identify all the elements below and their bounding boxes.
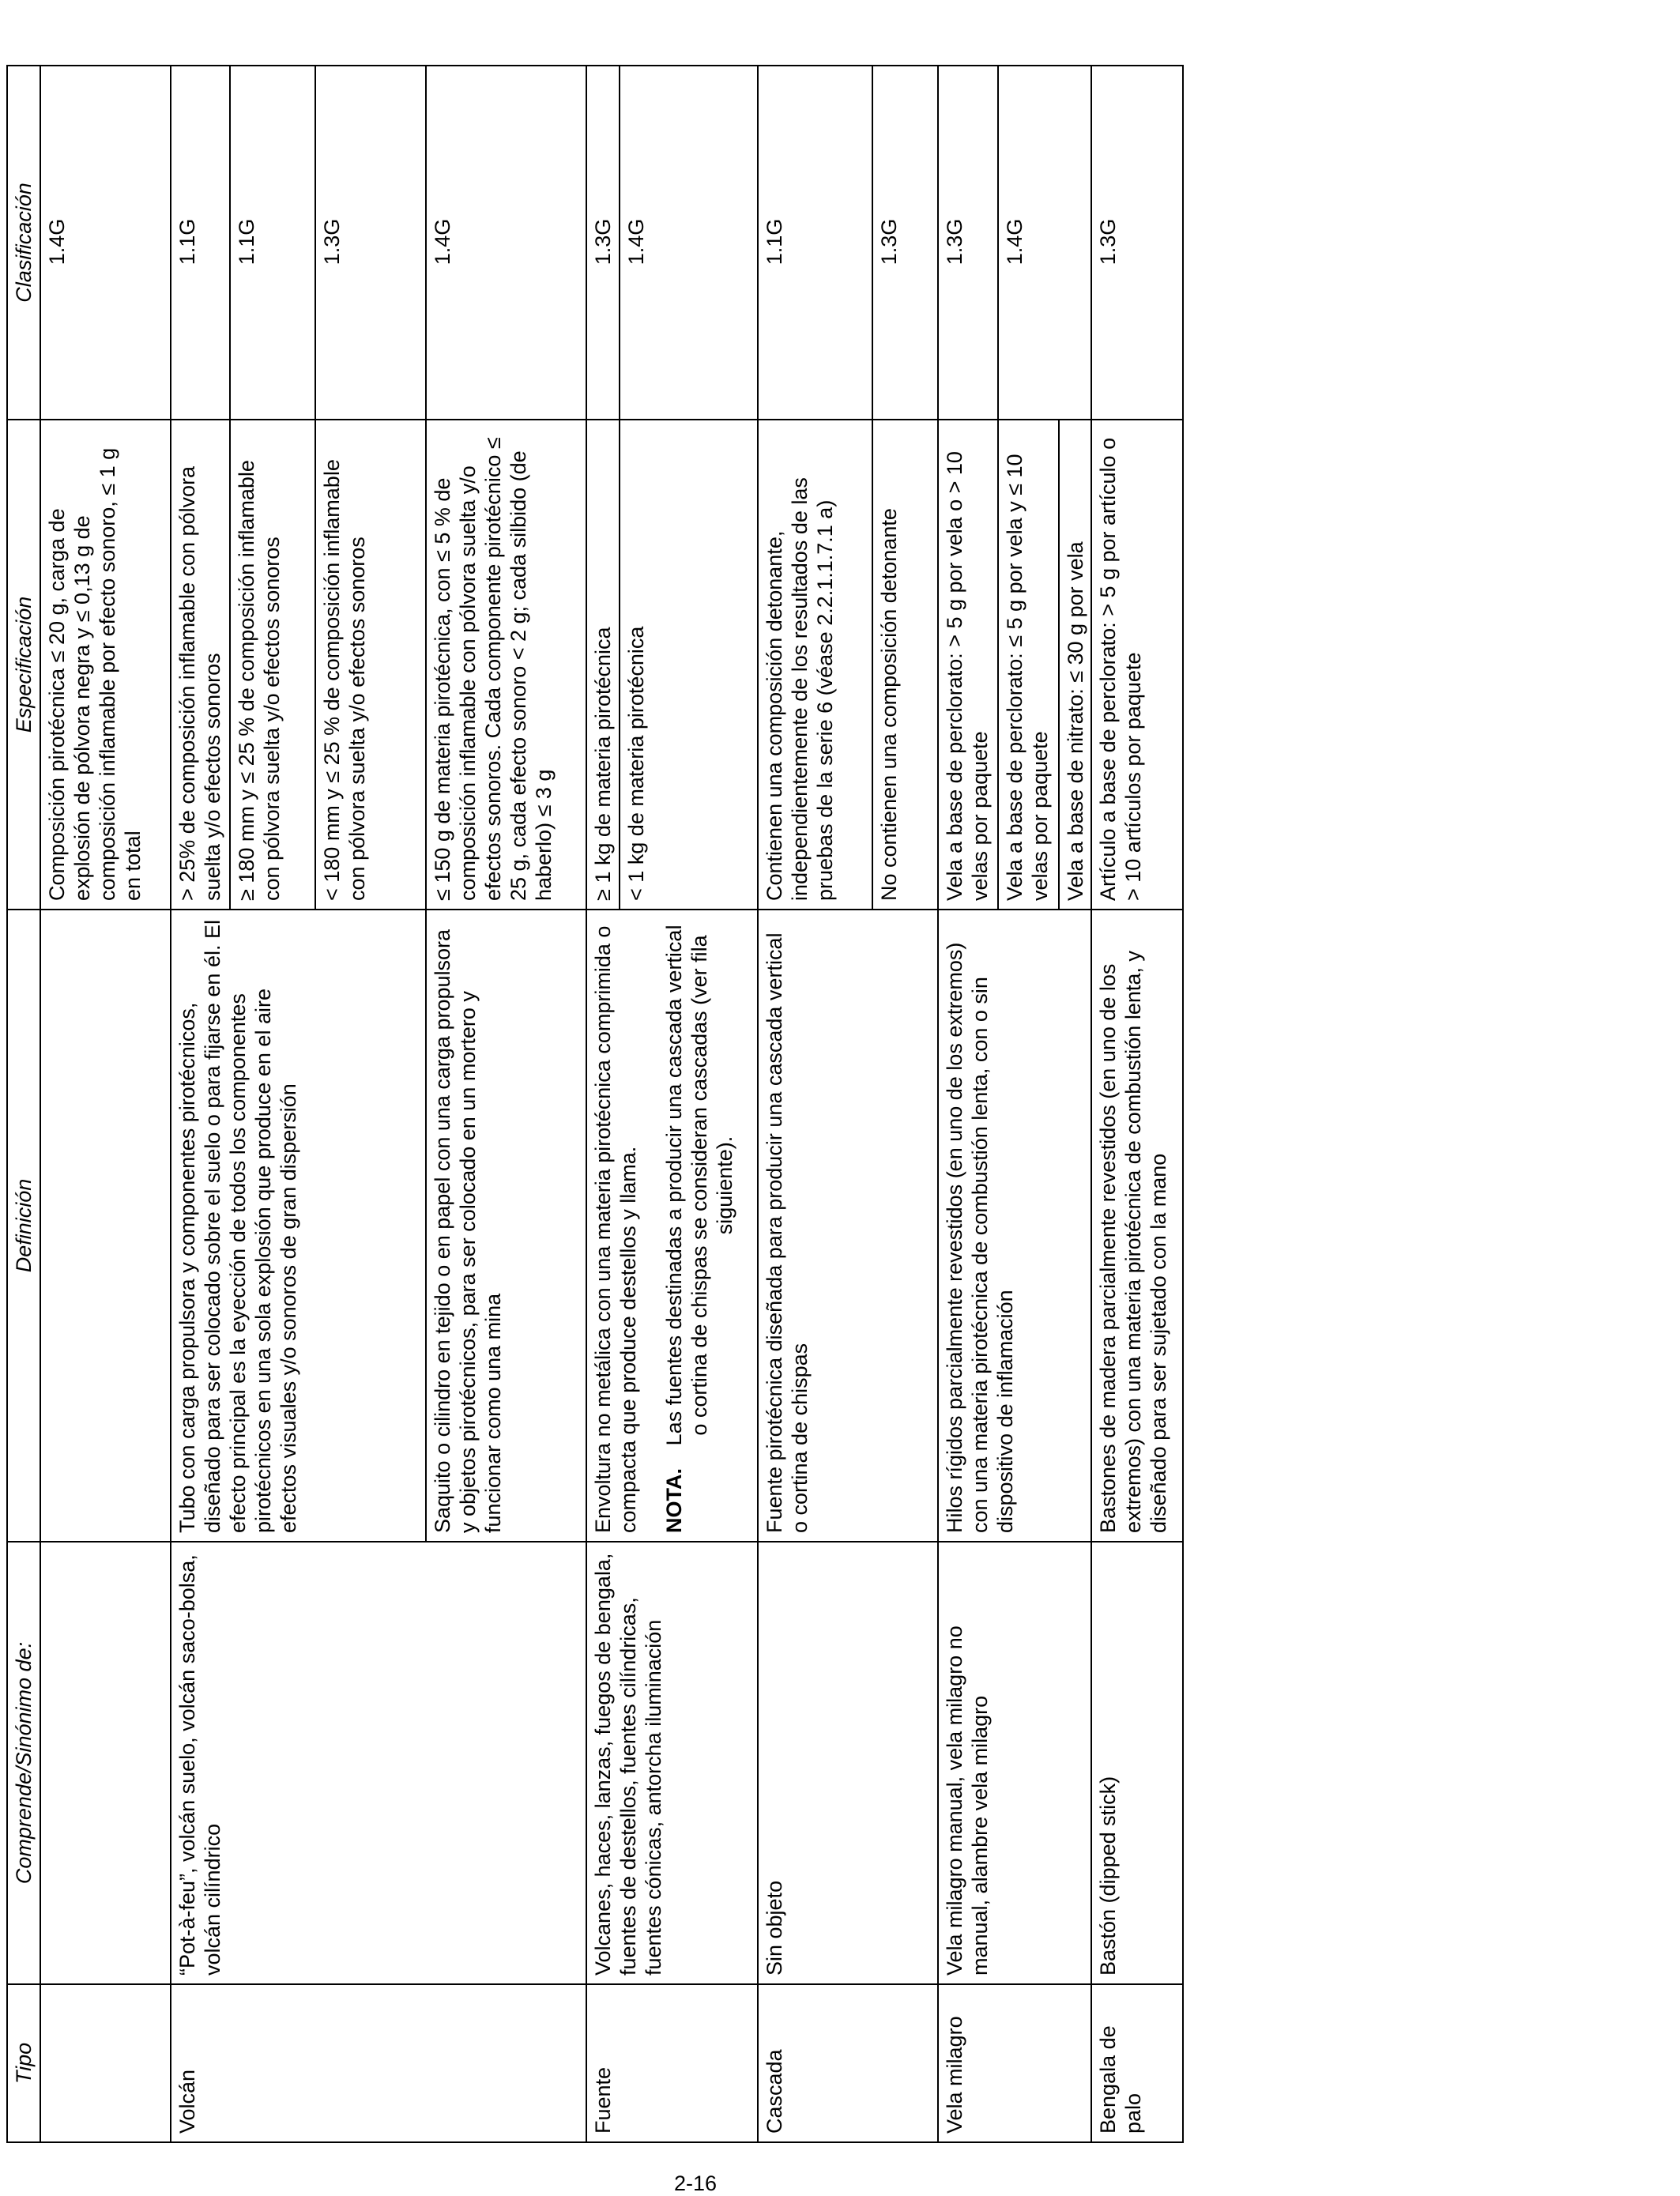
- spec-cell: Artículo a base de perclorato: > 5 g por artículo o > 10 artículos por paquete: [1091, 420, 1183, 910]
- cls-cell: 1.3G: [938, 66, 998, 420]
- spec-cell: No contienen una composición detonante: [872, 420, 938, 910]
- spec-cell: Composición pirotécnica ≤ 20 g, carga de explosión de pólvora negra y ≤ 0,13 g de composición inflamable por efecto sonoro, ≤ 1 g en total: [40, 420, 171, 910]
- header-definicion: Definición: [7, 910, 40, 1542]
- syn-cell: Vela milagro manual, vela milagro no manual, alambre vela milagro: [938, 1542, 1091, 1984]
- syn-cell: Bastón (dipped stick): [1091, 1542, 1183, 1984]
- nota-text: Las fuentes destinadas a producir una cascada vertical o cortina de chispas se consideran cascadas (ver fila siguiente).: [662, 925, 737, 1446]
- table-row: [758, 66, 872, 2142]
- spec-cell: ≥ 180 mm y ≤ 25 % de composición inflamable con pólvora suelta y/o efectos sonoros: [230, 420, 316, 910]
- header-especificacion: Especificación: [7, 420, 40, 910]
- header-comprende: Comprende/Sinónimo de:: [7, 1542, 40, 1984]
- spec-cell: Vela a base de nitrato: ≤ 30 g por vela: [1059, 420, 1091, 910]
- tipo-cell: Vela milagro: [938, 1984, 1091, 2142]
- cls-cell: 1.4G: [998, 66, 1091, 420]
- cls-cell: 1.3G: [1091, 66, 1183, 420]
- table-row: [938, 66, 998, 2142]
- syn-cell: “Pot-à-feu”, volcán suelo, volcán saco-bolsa, volcán cilíndrico: [171, 1542, 586, 1984]
- cls-cell: 1.3G: [586, 66, 619, 420]
- table-header-row: [7, 66, 40, 2142]
- def-cell: [40, 910, 171, 1542]
- spec-cell: < 1 kg de materia pirotécnica: [620, 420, 759, 910]
- classification-table: [6, 65, 1184, 2143]
- def-cell: [586, 910, 758, 1542]
- cls-cell: 1.4G: [40, 66, 171, 420]
- table-row: [40, 66, 171, 2142]
- spec-cell: ≥ 1 kg de materia pirotécnica: [586, 420, 619, 910]
- def-cell: Hilos rígidos parcialmente revestidos (en uno de los extremos) con una materia pirotécnica de combustión lenta, con o sin dispositivo de inflamación: [938, 910, 1091, 1542]
- cls-cell: 1.4G: [426, 66, 587, 420]
- def-cell: Saquito o cilindro en tejido o en papel con una carga propulsora y objetos pirotécnicos, para ser colocado en un mortero y funcionar como una mina: [426, 910, 587, 1542]
- rotated-table-container: [6, 66, 1184, 2143]
- tipo-cell: Bengala de palo: [1091, 1984, 1183, 2142]
- table-row: [171, 66, 229, 2142]
- tipo-cell: Volcán: [171, 1984, 586, 2142]
- spec-cell: > 25% de composición inflamable con pólvora suelta y/o efectos sonoros: [171, 420, 229, 910]
- cls-cell: 1.4G: [620, 66, 759, 420]
- cls-cell: 1.1G: [230, 66, 316, 420]
- spec-cell: Vela a base de perclorato: ≤ 5 g por vela y ≤ 10 velas por paquete: [998, 420, 1058, 910]
- syn-cell: Volcanes, haces, lanzas, fuegos de bengala, fuentes de destellos, fuentes cilíndricas, fuentes cónicas, antorcha iluminación: [586, 1542, 758, 1984]
- spec-cell: < 180 mm y ≤ 25 % de composición inflamable con pólvora suelta y/o efectos sonoros: [315, 420, 426, 910]
- def-text: Envoltura no metálica con una materia pirotécnica comprimida o compacta que produce destellos y llama.: [591, 925, 641, 1533]
- header-clasificacion: Clasificación: [7, 66, 40, 420]
- tipo-cell: [40, 1984, 171, 2142]
- cls-cell: 1.1G: [758, 66, 872, 420]
- nota-label: NOTA.: [662, 1468, 687, 1533]
- tipo-cell: Cascada: [758, 1984, 937, 2142]
- tipo-cell: Fuente: [586, 1984, 758, 2142]
- def-cell: Fuente pirotécnica diseñada para producir una cascada vertical o cortina de chispas: [758, 910, 937, 1542]
- def-cell: Tubo con carga propulsora y componentes pirotécnicos, diseñado para ser colocado sobre el suelo o para fijarse en él. El efecto principal es la eyección de todos los componentes pirotécnicos en una sola explosión que produce en el aire efectos visuales y/o sonoros de gran dispersión: [171, 910, 425, 1542]
- cls-cell: 1.1G: [171, 66, 229, 420]
- table-row: [1091, 66, 1183, 2142]
- nota: [661, 917, 737, 1533]
- def-cell: Bastones de madera parcialmente revestidos (en uno de los extremos) con una materia pirotécnica de combustión lenta, y diseñado para ser sujetado con la mano: [1091, 910, 1183, 1542]
- page-number: 2-16: [673, 2172, 718, 2195]
- cls-cell: 1.3G: [872, 66, 938, 420]
- syn-cell: [40, 1542, 171, 1984]
- header-tipo: Tipo: [7, 1984, 40, 2142]
- table-row: [586, 66, 619, 2142]
- spec-cell: Vela a base de perclorato: > 5 g por vela o > 10 velas por paquete: [938, 420, 998, 910]
- spec-cell: ≤ 150 g de materia pirotécnica, con ≤ 5 % de composición inflamable con pólvora suelta y/o efectos sonoros. Cada componente pirotécnico ≤ 25 g, cada efecto sonoro < 2 g; cada silbido (de haberlo) ≤ 3 g: [426, 420, 587, 910]
- syn-cell: Sin objeto: [758, 1542, 937, 1984]
- spec-cell: Contienen una composición detonante, independientemente de los resultados de las pruebas de la serie 6 (véase 2.2.1.1.7.1 a): [758, 420, 872, 910]
- cls-cell: 1.3G: [315, 66, 426, 420]
